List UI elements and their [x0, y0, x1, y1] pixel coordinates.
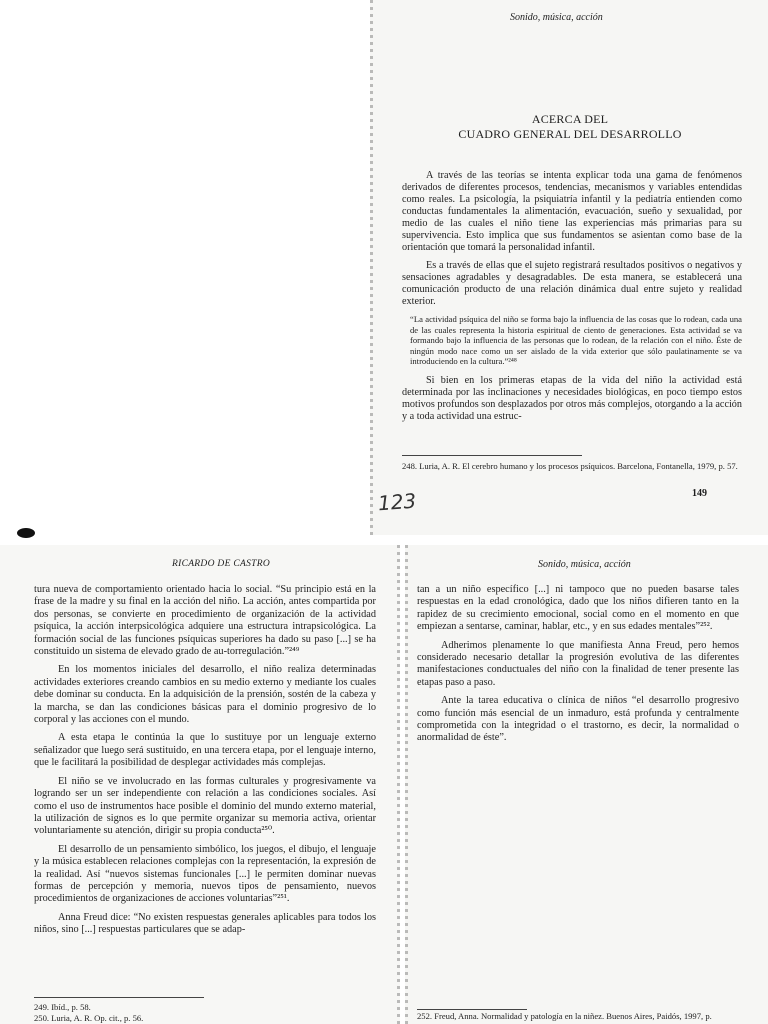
- left-page: [0, 545, 400, 1024]
- upper-page: [370, 0, 768, 535]
- footnote-rule: [402, 455, 582, 456]
- handwritten-page-number: 123: [377, 488, 417, 516]
- footnote: 252. Freud, Anna. Normalidad y patología en la niñez. Buenos Aires, Paidós, 1997, p.: [417, 1011, 712, 1021]
- paragraph: Anna Freud dice: “No existen respuestas generales aplicables para todos los niños, sino [...] respuestas particulares que se adap-: [34, 911, 376, 936]
- running-head: RICARDO DE CASTRO: [172, 559, 270, 569]
- page-number: 149: [692, 488, 707, 499]
- running-head: Sonido, música, acción: [510, 12, 603, 23]
- footnote-rule: [417, 1009, 527, 1010]
- block-quote: “La actividad psíquica del niño se forma bajo la influencia de las cosas que lo rodean, cada una de las cuales representa la historia espiritual de ciento de generaciones. Esta actividad se va formando bajo la influencia de las personas que lo rodean, de la relación con el niño. Éste de ningún modo nace como un ser aislado de la vida exterior que sólo paulatinamente se va introduciendo en la cultura.”²⁴⁸: [410, 314, 742, 367]
- chapter-title-line-1: ACERCA DEL: [531, 112, 609, 126]
- footnote-rule: [34, 997, 204, 998]
- page-fold: [397, 545, 400, 1024]
- paragraph: Ante la tarea educativa o clínica de niños “el desarrollo progresivo como función más esencial de un inmaduro, está profunda y centralmente comprometida con la integridad o el trastorno, es decir, la normalidad o anormalidad de éste”.: [417, 695, 739, 744]
- paragraph: En los momentos iniciales del desarrollo, el niño realiza determinadas actividades exteriores creando cambios en su medio externo y mediante los cuales debe dominar su conducta. En la adquisición de la prensión, sostén de la cabeza y la marcha, se dan las condiciones básicas para el dominio progresivo de lo corporal y las acciones con el mundo.: [34, 664, 376, 726]
- paragraph: Si bien en los primeras etapas de la vida del niño la actividad está determinada por las inclinaciones y necesidades biológicas, en poco tiempo estos motivos profundos son desplazados por otros más complejos, otorgando a la acción y a toda actividad una estruc-: [402, 374, 742, 422]
- right-body: [417, 584, 739, 751]
- paragraph: El desarrollo de un pensamiento simbólico, los juegos, el dibujo, el lenguaje y la música establecen relaciones complejas con la representación, la expresión de la realidad. Así “nuevos sistemas funcionales [...] le permiten dominar nuevas formas de percepción y memoria, nuevos tipos de pensamiento, nuevos procedimientos de organizaciones de acciones voluntarias”²⁵¹.: [34, 843, 376, 905]
- footnote: 250. Luria, A. R. Op. cit., p. 56.: [34, 1013, 144, 1023]
- page-fold: [370, 0, 373, 535]
- left-body: [34, 584, 376, 943]
- chapter-title-line-2: CUADRO GENERAL DEL DESARROLLO: [458, 127, 682, 141]
- right-page: [405, 545, 768, 1024]
- binder-hole-mark: [14, 526, 38, 540]
- paragraph: A esta etapa le continúa la que lo sustituye por un lenguaje externo señalizador que luego será sustituido, en una tercera etapa, por el lenguaje interno, que le facilitará la posibilidad de desplegar actividades más complejas.: [34, 732, 376, 769]
- paragraph: A través de las teorías se intenta explicar toda una gama de fenómenos derivados de diferentes procesos, tendencias, mecanismos y variables entendidas como reales. La psicología, la psiquiatría infantil y la pediatría entienden como conductas fundamentales la alimentación, evacuación, sueño y sexualidad, por medio de las cuales el niño tiene las experiencias más primarias para su supervivencia. Esto implica que sus fundamentos se asientan como base de la orientación que tomará la personalidad infantil.: [402, 170, 742, 253]
- paragraph: Es a través de ellas que el sujeto registrará resultados positivos o negativos y sensaciones agradables y desagradables. De esta manera, se establecerá una comunicación producto de una relación dinámica dual entre sujeto y realidad exterior.: [402, 260, 742, 307]
- paragraph: tan a un niño específico [...] ni tampoco que no pueden basarse tales respuestas en la edad cronológica, dado que los niños difieren tanto en la rapidez de su crecimiento emocional, social como en el momento en que empiezan a sentarse, caminar, hablar, etc., y en sus edades mentales”²⁵².: [417, 584, 739, 633]
- footnote: 248. Luria, A. R. El cerebro humano y los procesos psíquicos. Barcelona, Fontanella, 1979, p. 57.: [402, 461, 738, 471]
- footnotes: [34, 1002, 376, 1024]
- running-head: Sonido, música, acción: [538, 559, 631, 570]
- paragraph: El niño se ve involucrado en las formas culturales y progresivamente va logrando ser un ser independiente con relación a las condiciones sociales. Así como el uso de instrumentos hace posible el dominio del mundo externo material, la utilización de signos es lo que permite organizar su memoria activa, orientar voluntariamente su atención, dirigir su propia conducta²⁵⁰.: [34, 775, 376, 837]
- paragraph: tura nueva de comportamiento orientado hacia lo social. “Su principio está en la frase de la madre y su final en la acción del niño. La acción, antes compartida por dos personas, se convierte en procedimiento de organización de la actividad psíquica, la acción interpsicológica adquiere una estructura intrapsicológica. La formación social de las funciones psíquicas superiores ha dado su paso [...] se ha constituido un sistema de elevado grado de au-torregulación.”²⁴⁹: [34, 584, 376, 658]
- upper-body: [402, 170, 742, 429]
- chapter-title: [400, 112, 740, 142]
- page-fold: [405, 545, 408, 1024]
- footnote: 249. Ibíd., p. 58.: [34, 1002, 91, 1012]
- paragraph: Adherimos plenamente lo que manifiesta Anna Freud, pero hemos considerado necesario detallar la progresión evolutiva de las diferentes manifestaciones conductuales del niño con la finalidad de tener presente las etapas paso a paso.: [417, 639, 739, 688]
